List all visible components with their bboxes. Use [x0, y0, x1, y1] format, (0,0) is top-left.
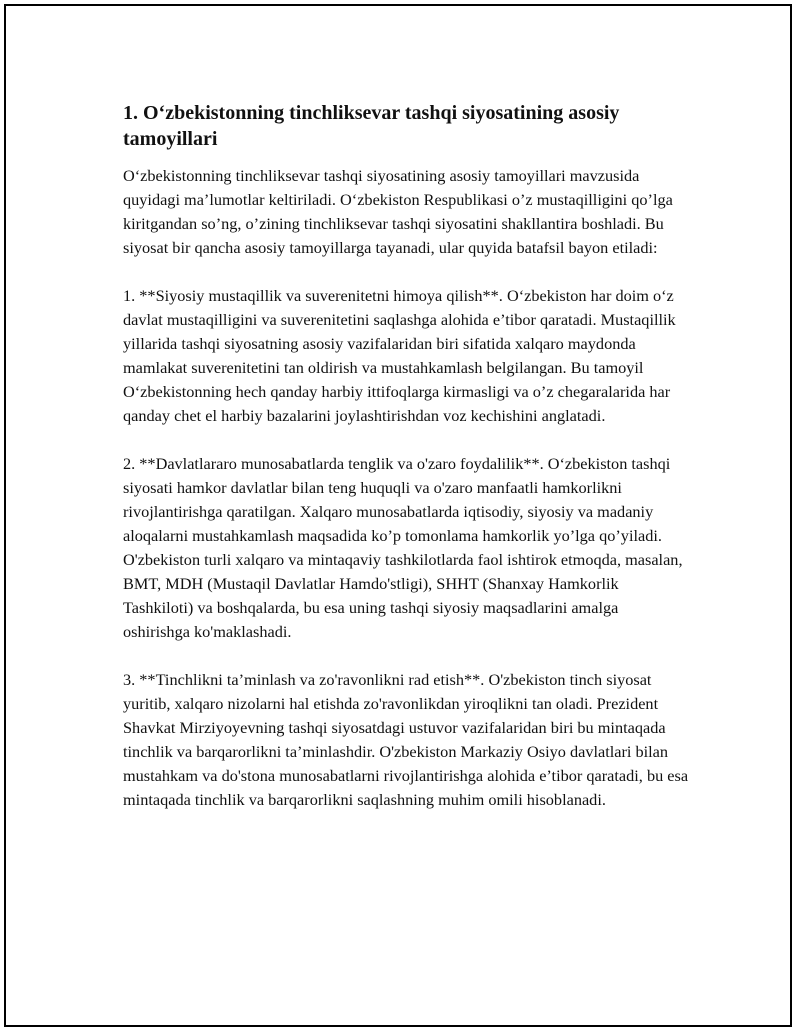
page-frame	[4, 4, 792, 1027]
principle-3-paragraph: 3. **Tinchlikni ta’minlash va zo'ravonlikni rad etish**. O'zbekiston tinch siyosat yuritib, xalqaro nizolarni hal etishda zo'ravonlikdan yiroqlikni tan oladi. Prezident Shavkat Mirziyoyevning tashqi siyosatdagi ustuvor vazifalaridan biri bu mintaqada tinchlik va barqarorlikni ta’minlashdir. O'zbekiston Markaziy Osiyo davlatlari bilan mustahkam va do'stona munosabatlarni rivojlantirishga alohida e’tibor qaratadi, bu esa mintaqada tinchlik va barqarorlikni saqlashning muhim omili hisoblanadi.	[123, 670, 689, 809]
section-heading: 1. O‘zbekistonning tinchliksevar tashqi siyosatining asosiy tamoyillari	[123, 102, 620, 150]
document-body	[123, 100, 689, 836]
intro-paragraph: O‘zbekistonning tinchliksevar tashqi siyosatining asosiy tamoyillari mavzusida quyidagi ma’lumotlar keltiriladi. O‘zbekiston Respublikasi o’z mustaqilligini qo’lga kiritgandan so’ng, o’zining tinchliksevar tashqi siyosatini shakllantira boshladi. Bu siyosat bir qancha asosiy tamoyillarga tayanadi, ular quyida batafsil bayon etiladi:	[123, 166, 673, 257]
principle-1-paragraph: 1. **Siyosiy mustaqillik va suverenitetni himoya qilish**. O‘zbekiston har doim o‘z davlat mustaqilligini va suverenitetini saqlashga alohida e’tibor qaratadi. Mustaqillik yillarida tashqi siyosatning asosiy vazifalaridan biri sifatida xalqaro maydonda mamlakat suverenitetini tan oldirish va mustahkamlash belgilangan. Bu tamoyil O‘zbekistonning hech qanday harbiy ittifoqlarga kirmasligi va o’z chegaralarida har qanday chet el harbiy bazalarini joylashtirishdan voz kechishini anglatadi.	[123, 286, 676, 425]
principle-2-paragraph: 2. **Davlatlararo munosabatlarda tenglik va o'zaro foydalilik**. O‘zbekiston tashqi siyosati hamkor davlatlar bilan teng huquqli va o'zaro manfaatli hamkorlikni rivojlantirishga qaratilgan. Xalqaro munosabatlarda iqtisodiy, siyosiy va madaniy aloqalarni mustahkamlash maqsadida ko’p tomonlama hamkorlik yo’lga qo’yiladi. O'zbekiston turli xalqaro va mintaqaviy tashkilotlarda faol ishtirok etmoqda, masalan, BMT, MDH (Mustaqil Davlatlar Hamdo'stligi), SHHT (Shanxay Hamkorlik Tashkiloti) va boshqalarda, bu esa uning tashqi siyosiy maqsadlarini amalga oshirishga ko'maklashadi.	[123, 454, 683, 641]
